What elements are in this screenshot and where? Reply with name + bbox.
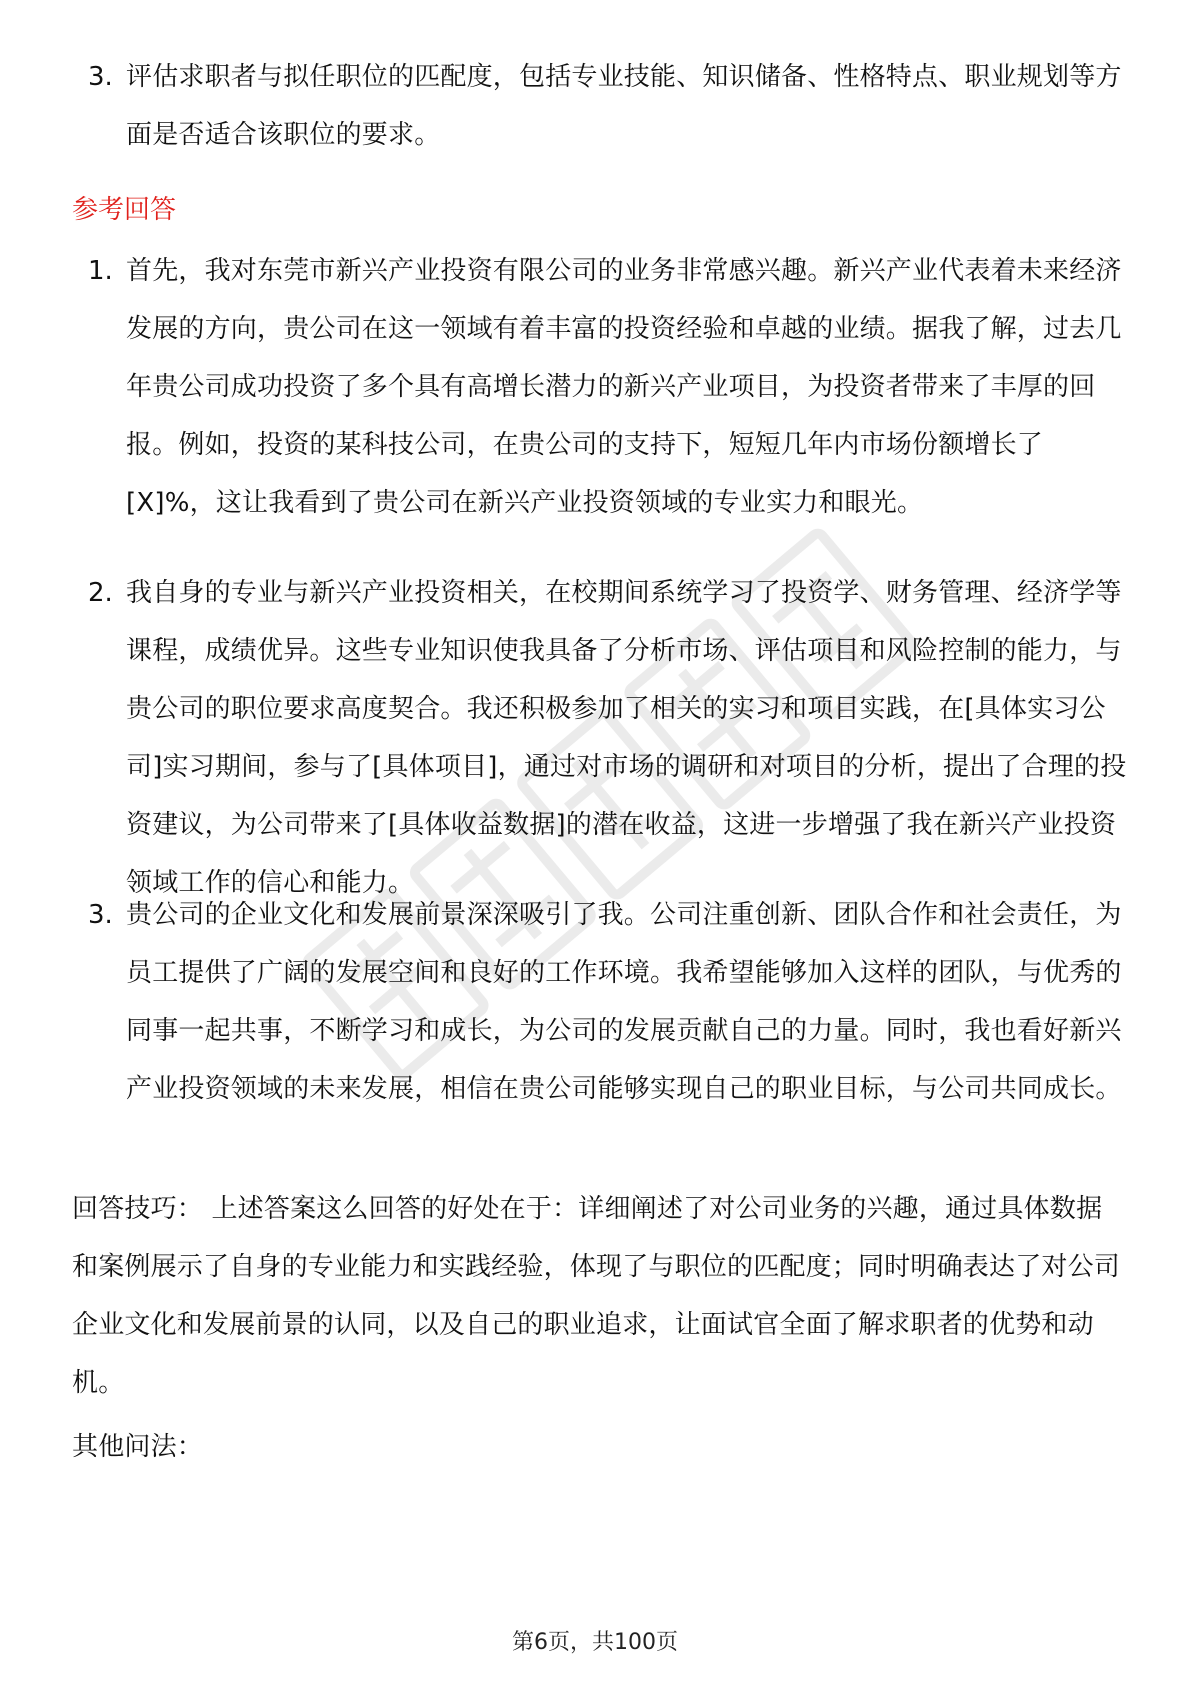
- list-number: 2.: [88, 578, 113, 608]
- answer-item-3: [88, 886, 1128, 1118]
- top-list-item-3: [88, 48, 1128, 164]
- answer-item-1: [88, 242, 1128, 532]
- answer-tips: 回答技巧： 上述答案这么回答的好处在于：详细阐述了对公司业务的兴趣，通过具体数据和案例展示了自身的专业能力和实践经验，体现了与职位的匹配度；同时明确表达了对公司企业文化和发展前景的认同，以及自己的职业追求，让面试官全面了解求职者的优势和动机。: [72, 1194, 1121, 1398]
- other-questions-label: 其他问法：: [72, 1432, 204, 1462]
- answer-text: 我自身的专业与新兴产业投资相关，在校期间系统学习了投资学、财务管理、经济学等课程，成绩优异。这些专业知识使我具备了分析市场、评估项目和风险控制的能力，与贵公司的职位要求高度契合。我还积极参加了相关的实习和项目实践，在[具体实习公司]实习期间，参与了[具体项目]，通过对市场的调研和对项目的分析，提出了合理的投资建议，为公司带来了[具体收益数据]的潜在收益，这进一步增强了我在新兴产业投资领域工作的信心和能力。: [126, 578, 1127, 898]
- list-number: 1.: [88, 256, 113, 286]
- list-number: 3.: [88, 62, 113, 92]
- list-item-text: 评估求职者与拟任职位的匹配度，包括专业技能、知识储备、性格特点、职业规划等方面是否适合该职位的要求。: [126, 62, 1122, 150]
- answer-item-2: [88, 564, 1128, 912]
- answer-text: 首先，我对东莞市新兴产业投资有限公司的业务非常感兴趣。新兴产业代表着未来经济发展的方向，贵公司在这一领域有着丰富的投资经验和卓越的业绩。据我了解，过去几年贵公司成功投资了多个具有高增长潜力的新兴产业项目，为投资者带来了丰厚的回报。例如，投资的某科技公司，在贵公司的支持下，短短几年内市场份额增长了[X]%，这让我看到了贵公司在新兴产业投资领域的专业实力和眼光。: [126, 256, 1122, 518]
- list-number: 3.: [88, 900, 113, 930]
- section-title-reference-answer: 参考回答: [72, 195, 177, 225]
- page-footer: 第6页，共100页: [512, 1630, 678, 1655]
- answer-text: 贵公司的企业文化和发展前景深深吸引了我。公司注重创新、团队合作和社会责任，为员工提供了广阔的发展空间和良好的工作环境。我希望能够加入这样的团队，与优秀的同事一起共事，不断学习和成长，为公司的发展贡献自己的力量。同时，我也看好新兴产业投资领域的未来发展，相信在贵公司能够实现自己的职业目标，与公司共同成长。: [126, 900, 1122, 1104]
